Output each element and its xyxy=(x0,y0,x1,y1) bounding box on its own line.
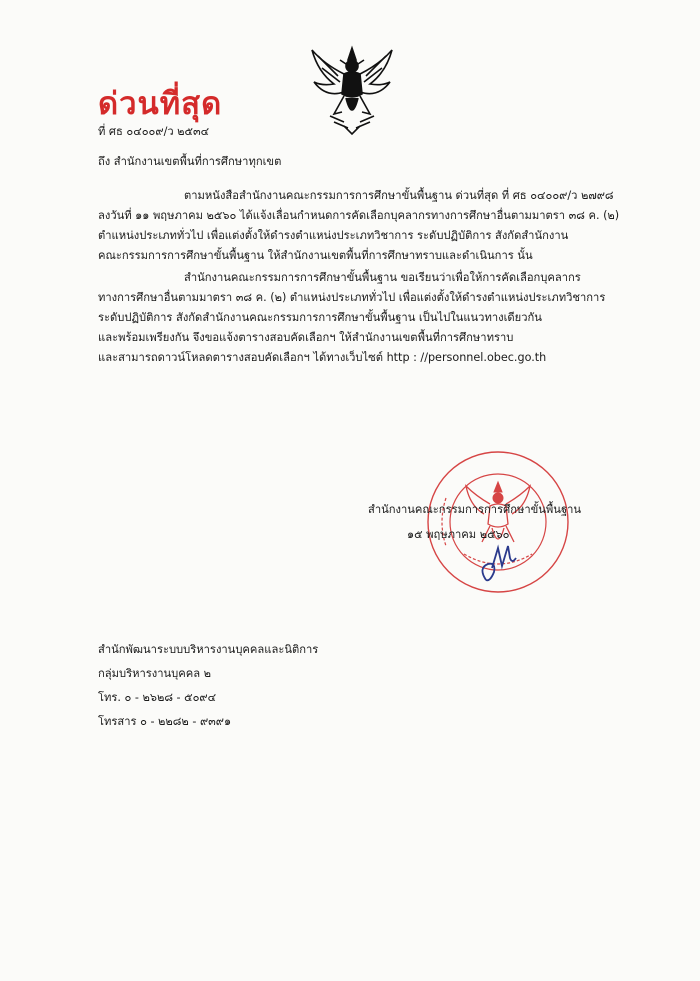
urgency-label: ด่วนที่สุด xyxy=(98,86,223,122)
paragraph-line: สำนักงานคณะกรรมการการศึกษาขั้นพื้นฐาน ขอเรียนว่าเพื่อให้การคัดเลือกบุคลากร xyxy=(184,271,581,284)
footer-group: กลุ่มบริหารงานบุคคล ๒ xyxy=(98,667,212,680)
signature-date: ๑๕ พฤษภาคม ๒๕๖๐ xyxy=(407,528,510,541)
footer-department: สำนักพัฒนาระบบบริหารงานบุคคลและนิติการ xyxy=(98,643,319,656)
paragraph-line: ลงวันที่ ๑๑ พฤษภาคม ๒๕๖๐ ได้แจ้งเลื่อนกำหนดการคัดเลือกบุคลากรทางการศึกษาอื่นตามมาตรา ๓๘ ค. (๒) xyxy=(98,209,620,222)
paragraph-line: และสามารถดาวน์โหลดตารางสอบคัดเลือกฯ ได้ทางเว็บไซต์ http : //personnel.obec.go.th xyxy=(98,351,547,364)
signatory-office: สำนักงานคณะกรรมการการศึกษาขั้นพื้นฐาน xyxy=(368,503,582,516)
paragraph-line: คณะกรรมการการศึกษาขั้นพื้นฐาน ให้สำนักงานเขตพื้นที่การศึกษาทราบและดำเนินการ นั้น xyxy=(98,249,533,262)
footer-phone: โทร. ๐ - ๒๖๒๘ - ๕๐๙๔ xyxy=(98,691,217,704)
footer-fax: โทรสาร ๐ - ๒๒๘๒ - ๙๓๙๑ xyxy=(98,715,232,728)
reference-number: ที่ ศธ ๐๔๐๐๙/ว ๒๕๓๔ xyxy=(98,125,210,138)
paragraph-line: ทางการศึกษาอื่นตามมาตรา ๓๘ ค. (๒) ตำแหน่งประเภททั่วไป เพื่อแต่งตั้งให้ดำรงตำแหน่งประเภทวิชาการ xyxy=(98,291,606,304)
paragraph-line: ระดับปฏิบัติการ สังกัดสำนักงานคณะกรรมการการศึกษาขั้นพื้นฐาน เป็นไปในแนวทางเดียวกัน xyxy=(98,311,542,324)
garuda-emblem-icon xyxy=(304,42,400,138)
recipient-line: ถึง สำนักงานเขตพื้นที่การศึกษาทุกเขต xyxy=(98,155,282,168)
footer-block xyxy=(98,638,318,734)
paragraph-line: ตามหนังสือสำนักงานคณะกรรมการการศึกษาขั้นพื้นฐาน ด่วนที่สุด ที่ ศธ ๐๔๐๐๙/ว ๒๗๙๘ xyxy=(184,189,614,202)
paragraph-line: และพร้อมเพรียงกัน จึงขอแจ้งตารางสอบคัดเลือกฯ ให้สำนักงานเขตพื้นที่การศึกษาทราบ xyxy=(98,331,514,344)
handwritten-signature xyxy=(476,528,526,584)
body-paragraph-1 xyxy=(98,186,658,266)
paragraph-line: ตำแหน่งประเภททั่วไป เพื่อแต่งตั้งให้ดำรงตำแหน่งประเภทวิชาการ ระดับปฏิบัติการ สังกัดสำนักงาน xyxy=(98,229,569,242)
body-paragraph-2 xyxy=(98,268,658,368)
